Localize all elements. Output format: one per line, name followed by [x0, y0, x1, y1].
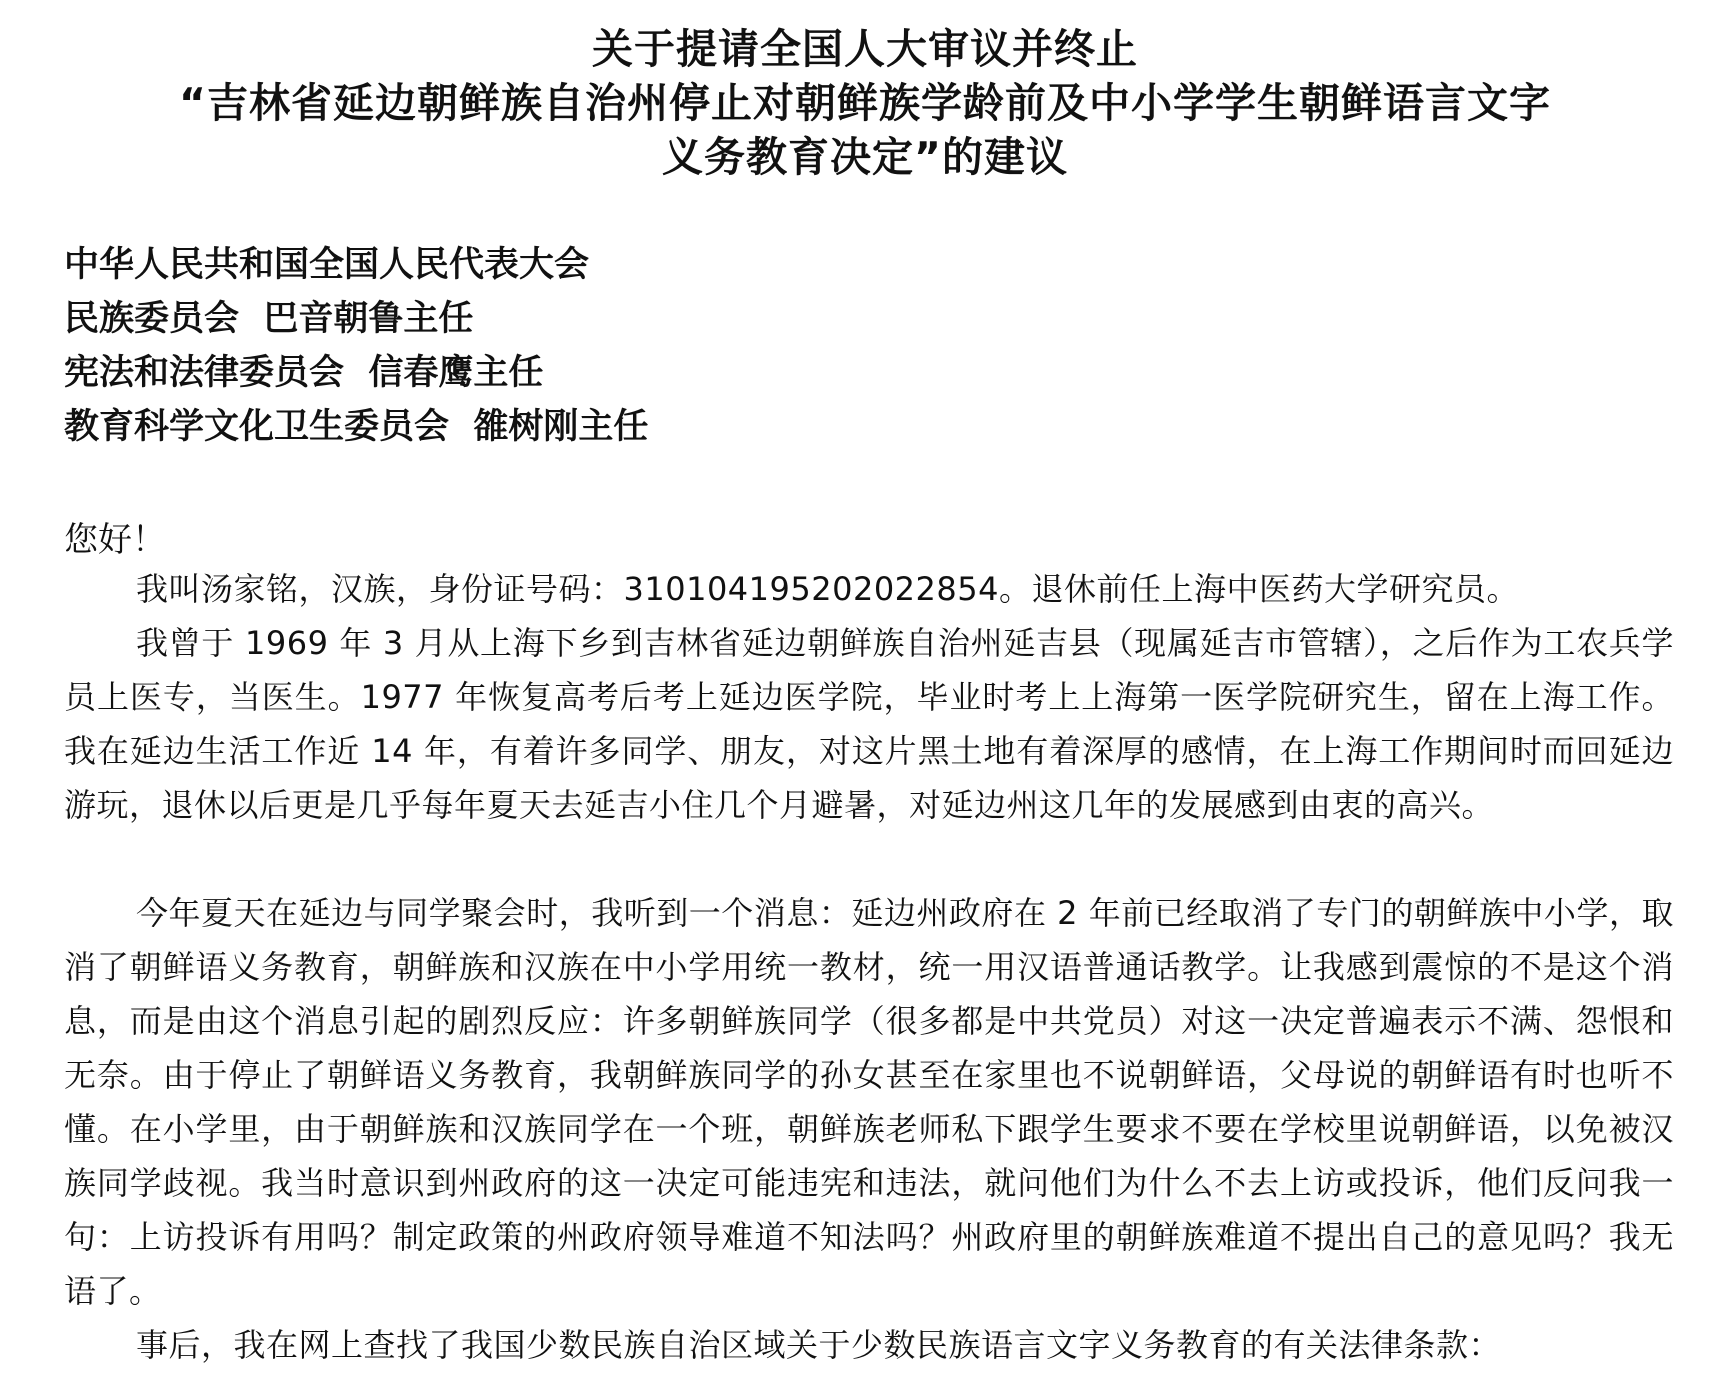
paragraph-legal-search: 事后，我在网上查找了我国少数民族自治区域关于少数民族语言文字义务教育的有关法律条款： — [136, 1326, 1502, 1364]
document-title-line-2: “吉林省延边朝鲜族自治州停止对朝鲜族学龄前及中小学学生朝鲜语言文字 — [179, 79, 1551, 127]
paragraph-background: 我曾于 1969 年 3 月从上海下乡到吉林省延边朝鲜族自治州延吉县（现属延吉市管辖），之后作为工农兵学员上医专，当医生。1977 年恢复高考后考上延边医学院，毕业时考上上海第一医学院研究生，留在上海工作。我在延边生活工作近 14 年，有着许多同学、朋友，对这片黑土地有着深厚的感情，在上海工作期间时而回延边游玩，退休以后更是几乎每年夏天去延吉小住几个月避暑，对延边州这几年的发展感到由衷的高兴。 — [64, 624, 1674, 824]
addressee-education-committee: 教育科学文化卫生委员会 雒树刚主任 — [64, 407, 649, 447]
greeting: 您好！ — [64, 520, 166, 560]
document-title-line-1: 关于提请全国人大审议并终止 — [592, 25, 1138, 73]
addressee-ethnic-committee: 民族委员会 巴音朝鲁主任 — [64, 299, 474, 339]
paragraph-introduction: 我叫汤家铭，汉族，身份证号码：310104195202022854。退休前任上海中医药大学研究员。 — [136, 570, 1519, 608]
paragraph-news: 今年夏天在延边与同学聚会时，我听到一个消息：延边州政府在 2 年前已经取消了专门的朝鲜族中小学，取消了朝鲜语义务教育，朝鲜族和汉族在中小学用统一教材，统一用汉语普通话教学。让我感到震惊的不是这个消息，而是由这个消息引起的剧烈反应：许多朝鲜族同学（很多都是中共党员）对这一决定普遍表示不满、怨恨和无奈。由于停止了朝鲜语义务教育，我朝鲜族同学的孙女甚至在家里也不说朝鲜语，父母说的朝鲜语有时也听不懂。在小学里，由于朝鲜族和汉族同学在一个班，朝鲜族老师私下跟学生要求不要在学校里说朝鲜语，以免被汉族同学歧视。我当时意识到州政府的这一决定可能违宪和违法，就问他们为什么不去上访或投诉，他们反问我一句：上访投诉有用吗？制定政策的州政府领导难道不知法吗？州政府里的朝鲜族难道不提出自己的意见吗？我无语了。 — [64, 894, 1674, 1310]
document-title-line-3: 义务教育决定”的建议 — [662, 133, 1068, 181]
addressee-congress: 中华人民共和国全国人民代表大会 — [64, 245, 590, 285]
addressee-constitution-committee: 宪法和法律委员会 信春鹰主任 — [64, 353, 544, 393]
